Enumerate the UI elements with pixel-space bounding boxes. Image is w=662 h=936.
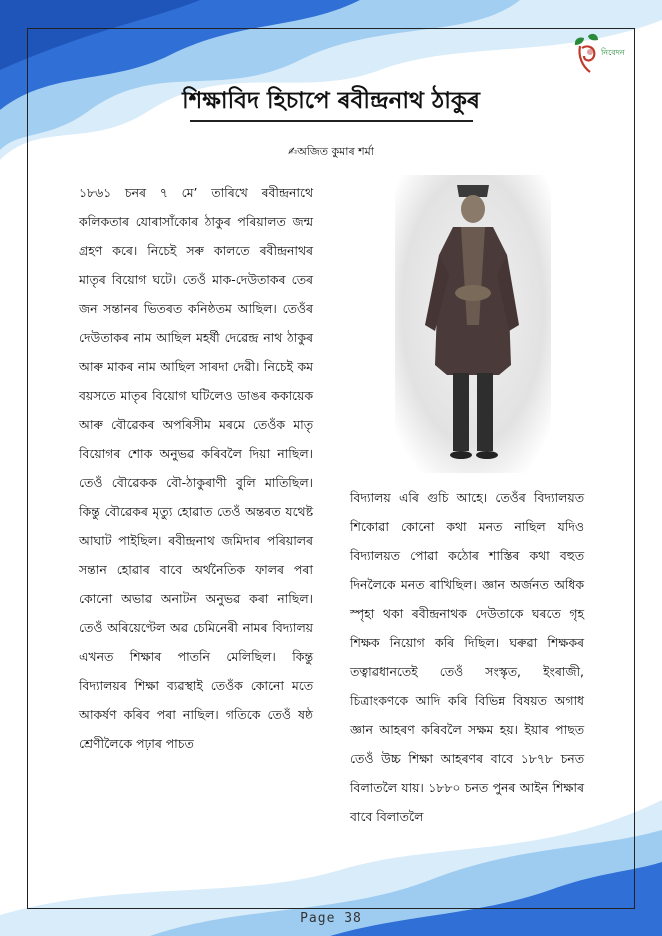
article-column-right — [350, 483, 584, 831]
article-column-left — [79, 178, 313, 758]
paragraph-right: বিদ্যালয় এৰি গুচি আহে। তেওঁৰ বিদ্যালয়ত শিকোৱা কোনো কথা মনত নাছিল যদিও বিদ্যালয়ত পোৱা কঠোৰ শাস্তিৰ কথা বহুত দিনলৈকে মনত ৰাখিছিল। জ্ঞান অৰ্জনত অধিক স্পৃহা থকা ৰবীন্দ্ৰনাথক দেউতাকে ঘৰতে গৃহ শিক্ষক নিয়োগ কৰি দিছিল। ঘৰুৱা শিক্ষকৰ তত্বাৱধানতেই তেওঁ সংস্কৃত, ইংৰাজী, চিত্ৰাংকণকে আদি কৰি বিভিন্ন বিষয়ত অগাধ জ্ঞান আহৰণ কৰিবলৈ সক্ষম হয়। ইয়াৰ পাছত তেওঁ উচ্চ শিক্ষা আহৰণৰ বাবে ১৮৭৮ চনত বিলাতলৈ যায়। ১৮৮০ চনত পুনৰ আইন শিক্ষাৰ বাবে বিলাতলৈ — [350, 490, 584, 824]
portrait-photo — [395, 175, 551, 473]
page-number: Page 38 — [300, 911, 362, 926]
author-byline: ✍অজিত কুমাৰ শৰ্মা — [288, 145, 374, 158]
article-title: শিক্ষাবিদ হিচাপে ৰবীন্দ্ৰনাথ ঠাকুৰ — [182, 88, 480, 114]
logo-text: নিবেদন — [601, 48, 625, 57]
title-underline — [190, 120, 473, 122]
paragraph-left: ১৮৬১ চনৰ ৭ মে’ তাৰিখে ৰবীন্দ্ৰনাথে কলিকতাৰ যোৰাসাঁকোৰ ঠাকুৰ পৰিয়ালত জন্ম গ্ৰহণ কৰে। নিচেই সৰু কালতে ৰবীন্দ্ৰনাথৰ মাতৃৰ বিয়োগ ঘটে। তেওঁ মাক-দেউতাকৰ তেৰ জন সন্তানৰ ভিতৰত কনিষ্ঠতম আছিল। তেওঁৰ দেউতাকৰ নাম আছিল মহৰ্ষী দেৱেন্দ্ৰ নাথ ঠাকুৰ আৰু মাকৰ নাম আছিল সাৰদা দেৱী। নিচেই কম বয়সতে মাতৃৰ বিয়োগ ঘটিলেও ডাঙৰ ককায়েক আৰু বৌৱেকৰ অপৰিসীম মৰমে তেওঁক মাতৃ বিয়োগৰ শোক অনুভৱ কৰিবলৈ দিয়া নাছিল। তেওঁ বৌৱেকক বৌ-ঠাকুৰাণী বুলি মাতিছিল। কিন্তু বৌৱেকৰ মৃত্যু হোৱাত তেওঁ অন্তৰত যথেষ্ট আঘাট পাইছিল। ৰবীন্দ্ৰনাথ জমিদাৰ পৰিয়ালৰ সন্তান হোৱাৰ বাবে অৰ্থনৈতিক ফালৰ পৰা কোনো অভাৱ অনাটন অনুভৱ কৰা নাছিল। তেওঁ অৰিয়েণ্টেল অৱ চেমিনেৰী নামৰ বিদ্যালয় এখনত শিক্ষাৰ পাতনি মেলিছিল। কিন্তু বিদ্যালয়ৰ শিক্ষা ব্যৱস্থাই তেওঁক কোনো মতে আকৰ্ষণ কৰিব পৰা নাছিল। গতিকে তেওঁ ষষ্ঠ শ্ৰেণীলৈকে পঢ়াৰ পাচত — [79, 185, 313, 751]
